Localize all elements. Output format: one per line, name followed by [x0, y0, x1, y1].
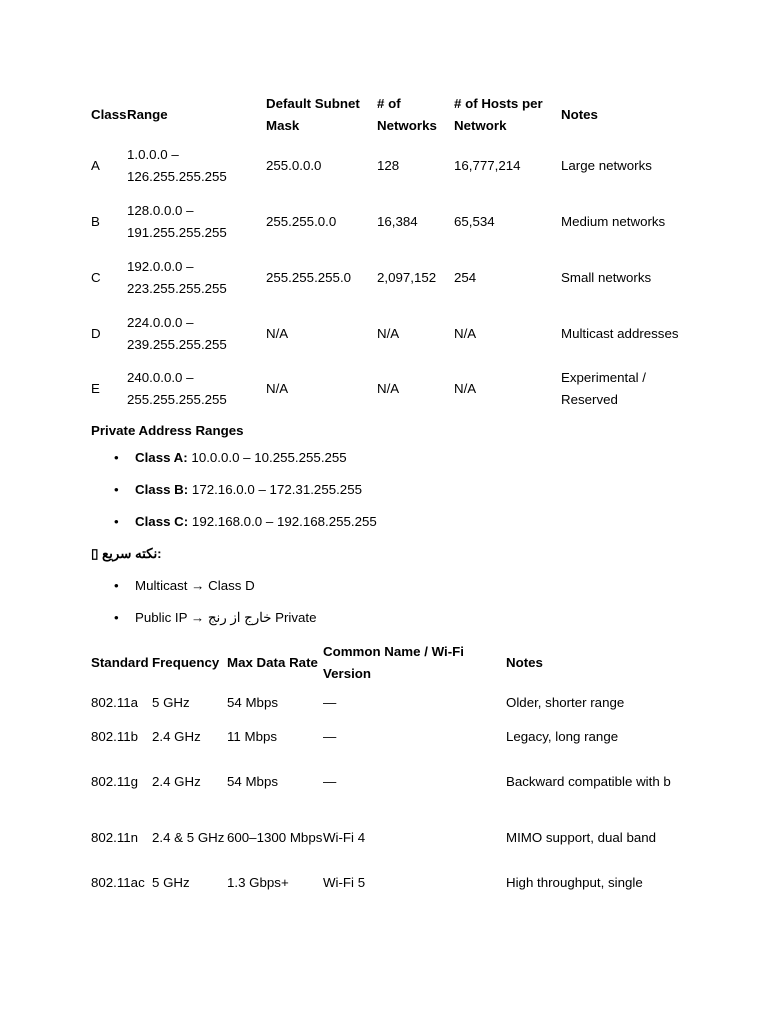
cell-hosts: N/A — [454, 381, 477, 396]
list-item: • Public IP → خارج از رنج Private — [135, 602, 691, 634]
header-range: Range — [127, 107, 168, 122]
cell-range: 240.0.0.0 – 255.255.255.255 — [127, 370, 227, 407]
list-item-value: 10.0.0.0 – 10.255.255.255 — [191, 450, 347, 465]
header-notes: Notes — [561, 107, 598, 122]
cell-subnet-mask: N/A — [266, 326, 289, 341]
cell-common-name: Wi-Fi 4 — [323, 830, 366, 845]
list-item-label: Class C: — [135, 514, 189, 529]
table-row — [91, 686, 676, 720]
cell-frequency: 5 GHz — [152, 695, 190, 710]
header-common-name: Common Name / Wi-Fi Version — [323, 644, 464, 681]
table-row — [91, 810, 676, 866]
cell-class: B — [91, 214, 100, 229]
cell-notes: Medium networks — [561, 214, 666, 229]
cell-notes: Experimental / Reserved — [561, 370, 646, 407]
cell-subnet-mask: 255.0.0.0 — [266, 158, 322, 173]
cell-standard: 802.11a — [91, 695, 139, 710]
cell-subnet-mask: N/A — [266, 381, 289, 396]
cell-notes: MIMO support, dual band — [506, 830, 657, 845]
cell-notes: High throughput, single — [506, 875, 643, 890]
cell-range: 224.0.0.0 – 239.255.255.255 — [127, 315, 227, 352]
cell-common-name: — — [323, 774, 337, 789]
table-row — [91, 194, 686, 250]
cell-hosts: 254 — [454, 270, 477, 285]
table-row — [91, 362, 686, 416]
cell-standard: 802.11b — [91, 729, 139, 744]
table-row — [91, 866, 676, 900]
cell-common-name: Wi-Fi 5 — [323, 875, 366, 890]
table-row — [91, 250, 686, 306]
cell-standard: 802.11g — [91, 774, 139, 789]
cell-class: A — [91, 158, 100, 173]
cell-hosts: N/A — [454, 326, 477, 341]
cell-max-data-rate: 54 Mbps — [227, 695, 278, 710]
list-item-value: 172.16.0.0 – 172.31.255.255 — [191, 482, 362, 497]
cell-class: E — [91, 381, 100, 396]
cell-frequency: 5 GHz — [152, 875, 190, 890]
cell-networks: 128 — [377, 158, 400, 173]
cell-common-name: — — [323, 729, 337, 744]
list-item — [135, 442, 691, 474]
cell-subnet-mask: 255.255.0.0 — [266, 214, 337, 229]
quick-tip-heading: ▯ نکته سریع: — [91, 546, 162, 561]
cell-max-data-rate: 1.3 Gbps+ — [227, 875, 289, 890]
private-ranges-heading: Private Address Ranges — [91, 423, 244, 438]
cell-max-data-rate: 54 Mbps — [227, 774, 278, 789]
cell-networks: 2,097,152 — [377, 270, 437, 285]
cell-frequency: 2.4 & 5 GHz — [152, 830, 225, 845]
list-item — [135, 474, 691, 506]
cell-hosts: 16,777,214 — [454, 158, 521, 173]
table-header-row — [91, 640, 676, 686]
document-page — [91, 92, 691, 900]
cell-standard: 802.11ac — [91, 875, 145, 890]
list-item-label: Class B: — [135, 482, 189, 497]
wifi-standards-table — [91, 640, 676, 900]
ip-class-table — [91, 92, 686, 416]
header-frequency: Frequency — [152, 655, 220, 670]
header-networks: # of Networks — [377, 96, 437, 133]
header-standard: Standard — [91, 655, 149, 670]
cell-class: C — [91, 270, 101, 285]
header-max-data-rate: Max Data Rate — [227, 655, 318, 670]
cell-standard: 802.11n — [91, 830, 139, 845]
header-subnet-mask: Default Subnet Mask — [266, 96, 360, 133]
table-header-row — [91, 92, 686, 138]
cell-notes: Multicast addresses — [561, 326, 679, 341]
table-row — [91, 754, 676, 810]
cell-notes: Older, shorter range — [506, 695, 625, 710]
cell-networks: 16,384 — [377, 214, 418, 229]
cell-notes: Legacy, long range — [506, 729, 619, 744]
cell-range: 1.0.0.0 – 126.255.255.255 — [127, 147, 227, 184]
table-row — [91, 306, 686, 362]
cell-max-data-rate: 11 Mbps — [227, 729, 278, 744]
private-ranges-list — [91, 442, 691, 538]
list-item-label: Class A: — [135, 450, 188, 465]
cell-class: D — [91, 326, 101, 341]
list-item: • Multicast → Class D — [135, 570, 691, 602]
list-item-value: 192.168.0.0 – 192.168.255.255 — [191, 514, 377, 529]
cell-notes: Small networks — [561, 270, 652, 285]
header-notes: Notes — [506, 655, 543, 670]
cell-frequency: 2.4 GHz — [152, 729, 201, 744]
cell-subnet-mask: 255.255.255.0 — [266, 270, 352, 285]
cell-range: 192.0.0.0 – 223.255.255.255 — [127, 259, 227, 296]
cell-networks: N/A — [377, 381, 400, 396]
list-item — [135, 506, 691, 538]
cell-hosts: 65,534 — [454, 214, 495, 229]
cell-frequency: 2.4 GHz — [152, 774, 201, 789]
table-row — [91, 720, 676, 754]
header-hosts: # of Hosts per Network — [454, 96, 543, 133]
header-class: Class — [91, 107, 127, 122]
cell-networks: N/A — [377, 326, 400, 341]
cell-range: 128.0.0.0 – 191.255.255.255 — [127, 203, 227, 240]
quick-tip-list — [91, 570, 691, 634]
table-row — [91, 138, 686, 194]
cell-max-data-rate: 600–1300 Mbps — [227, 830, 323, 845]
cell-notes: Large networks — [561, 158, 652, 173]
cell-notes: Backward compatible with b — [506, 774, 671, 789]
cell-common-name: — — [323, 695, 337, 710]
